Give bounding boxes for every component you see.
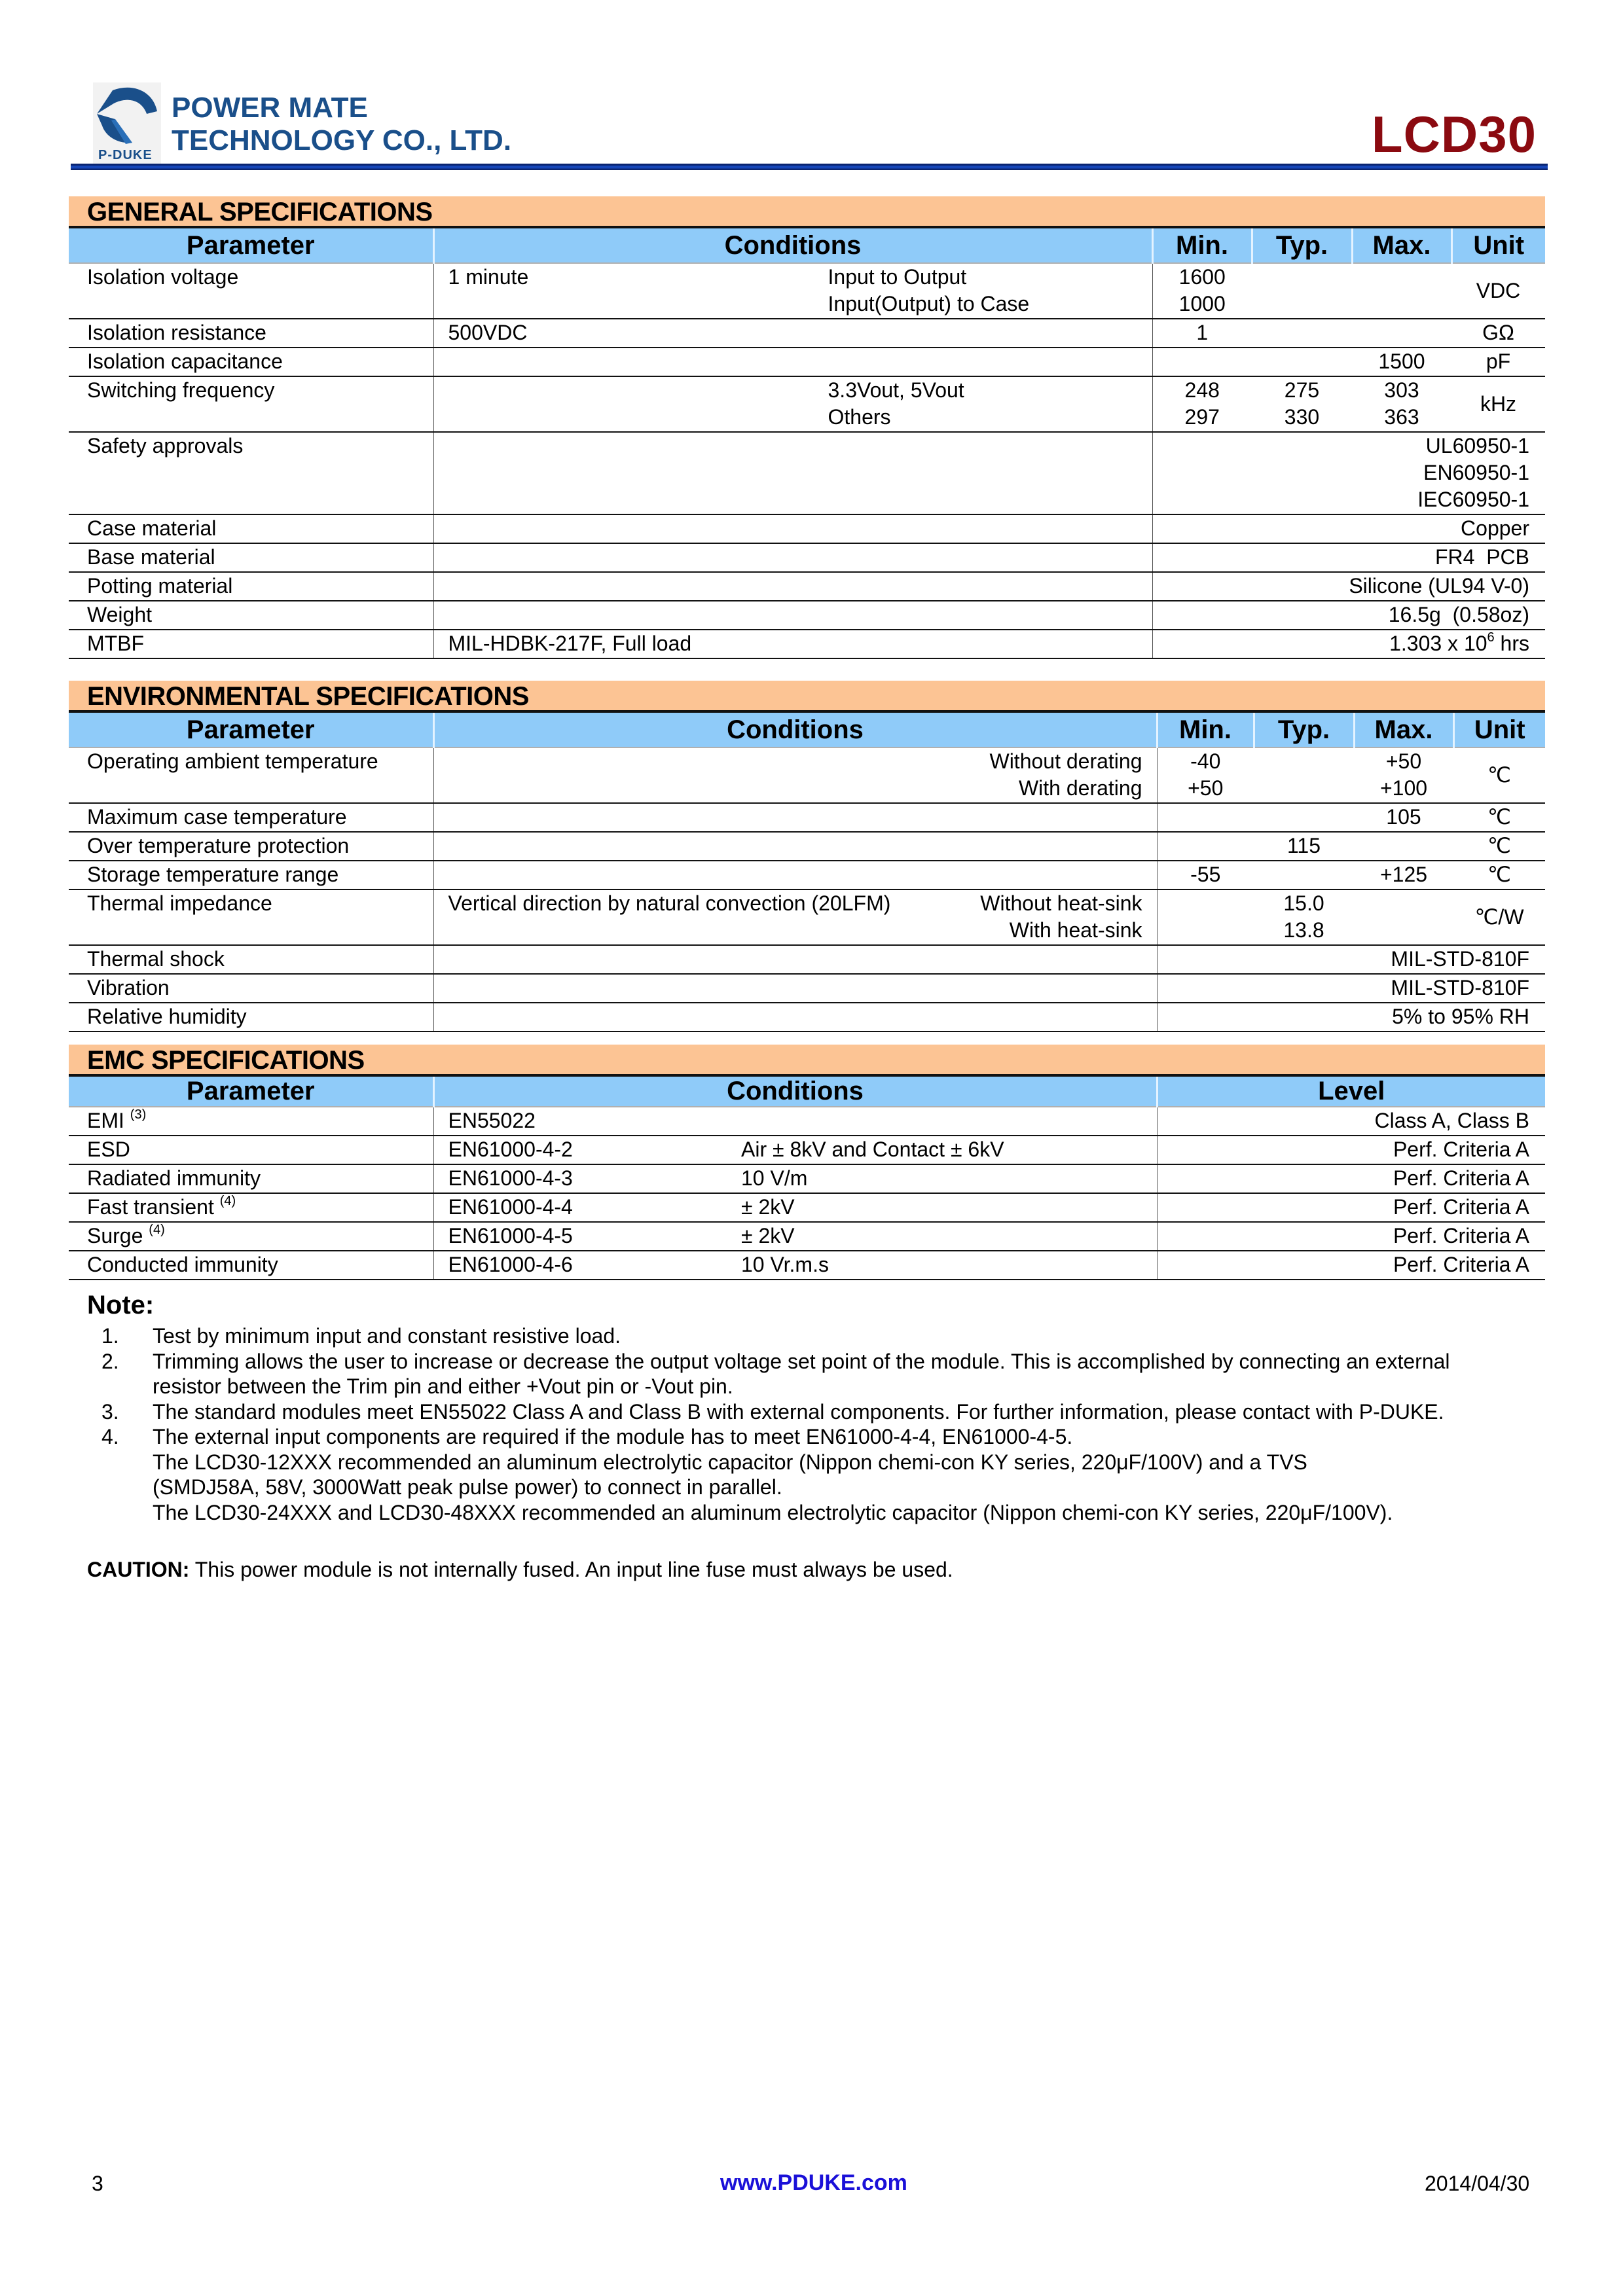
unit-cell: GΩ xyxy=(1451,319,1545,348)
conditions-cell xyxy=(433,601,1152,630)
environmental-specifications-section xyxy=(69,681,1545,1032)
table-row xyxy=(69,889,1545,945)
max-cell xyxy=(1354,747,1453,803)
standard-cell: EN55022 xyxy=(433,1107,741,1136)
value-cell: FR4 PCB xyxy=(1152,543,1545,572)
conditions-cell xyxy=(433,543,1152,572)
standard-cell: EN61000-4-3 xyxy=(433,1164,741,1193)
max-value: +100 xyxy=(1379,776,1428,800)
conditions-cell xyxy=(433,376,1152,432)
param-cell: Storage temperature range xyxy=(69,861,433,889)
section-title: GENERAL SPECIFICATIONS xyxy=(69,196,1545,228)
note-line: Trimming allows the user to increase or decrease the output voltage set point of the module. This is accomplished by connecting an external xyxy=(153,1349,1450,1373)
note-item xyxy=(87,1399,1554,1425)
table-row xyxy=(69,1107,1545,1136)
max-cell xyxy=(1354,889,1453,945)
param-cell xyxy=(69,1251,433,1280)
table-header-row xyxy=(69,713,1545,747)
note-item xyxy=(87,1323,1554,1349)
level-cell: Perf. Criteria A xyxy=(1157,1222,1545,1251)
conditions-cell xyxy=(433,861,1157,889)
unit-cell: kHz xyxy=(1451,376,1545,432)
value-cell xyxy=(1152,630,1545,658)
mtbf-unit: hrs xyxy=(1494,632,1529,655)
conditions-cell: MIL-HDBK-217F, Full load xyxy=(433,630,1152,658)
column-header: Conditions xyxy=(433,228,1152,263)
condition-line: Without derating xyxy=(989,749,1142,773)
level-cell: Perf. Criteria A xyxy=(1157,1136,1545,1164)
min-value: 297 xyxy=(1184,405,1220,429)
condition-left xyxy=(448,377,828,431)
note-line: resistor between the Trim pin and either +Vout pin or -Vout pin. xyxy=(153,1374,733,1398)
note-line: The external input components are required if the module has to meet EN61000-4-4, EN61000-4-5. xyxy=(153,1425,1073,1448)
table-row xyxy=(69,861,1545,889)
conditions-cell: ± 2kV xyxy=(741,1222,1157,1251)
pduke-bird-logo-icon xyxy=(93,85,161,148)
table-row xyxy=(69,1003,1545,1031)
column-header: Level xyxy=(1157,1077,1545,1107)
param-cell: Operating ambient temperature xyxy=(69,747,433,803)
emc-specifications-section xyxy=(69,1045,1545,1280)
min-cell xyxy=(1157,832,1254,861)
condition-line: Others xyxy=(828,405,891,429)
level-cell: Class A, Class B xyxy=(1157,1107,1545,1136)
param-cell: Vibration xyxy=(69,974,433,1003)
document-date: 2014/04/30 xyxy=(1425,2172,1530,2195)
note-number: 1. xyxy=(101,1324,119,1348)
condition-line: Input(Output) to Case xyxy=(828,292,1030,315)
column-header: Conditions xyxy=(433,1077,1157,1107)
company-name-line1: POWER MATE xyxy=(172,92,368,124)
value-cell: Copper xyxy=(1152,514,1545,543)
level-cell: Perf. Criteria A xyxy=(1157,1251,1545,1280)
notes-title: Note: xyxy=(87,1291,155,1319)
max-cell: 1500 xyxy=(1352,348,1451,376)
conditions-cell xyxy=(741,1107,1157,1136)
note-number: 3. xyxy=(101,1399,119,1424)
conditions-cell xyxy=(433,974,1157,1003)
unit-cell: VDC xyxy=(1451,263,1545,319)
max-cell xyxy=(1352,319,1451,348)
param-cell: Isolation resistance xyxy=(69,319,433,348)
note-line: The standard modules meet EN55022 Class A and Class B with external components. For further information, please contact with P-DUKE. xyxy=(153,1399,1444,1424)
conditions-cell xyxy=(433,348,1152,376)
param-cell: Case material xyxy=(69,514,433,543)
note-text xyxy=(153,1349,1554,1399)
max-value: +50 xyxy=(1385,749,1422,773)
value-cell: MIL-STD-810F xyxy=(1157,974,1545,1003)
param-label: Conducted immunity xyxy=(87,1253,278,1276)
column-header: Parameter xyxy=(69,1077,433,1107)
table-row xyxy=(69,601,1545,630)
param-cell: Switching frequency xyxy=(69,376,433,432)
min-cell xyxy=(1152,348,1252,376)
environmental-specs-table xyxy=(69,713,1545,1032)
unit-cell: ℃ xyxy=(1453,861,1545,889)
note-line: Test by minimum input and constant resistive load. xyxy=(153,1324,621,1348)
standard-cell: EN61000-4-5 xyxy=(433,1222,741,1251)
table-header-row xyxy=(69,228,1545,263)
level-cell: Perf. Criteria A xyxy=(1157,1193,1545,1222)
max-cell: 105 xyxy=(1354,803,1453,832)
table-row xyxy=(69,376,1545,432)
table-row xyxy=(69,945,1545,974)
typ-cell xyxy=(1254,803,1354,832)
standard-cell: EN61000-4-2 xyxy=(433,1136,741,1164)
conditions-cell xyxy=(433,572,1152,601)
column-header: Typ. xyxy=(1254,713,1354,747)
value-cell xyxy=(1152,432,1545,514)
conditions-cell xyxy=(433,1003,1157,1031)
mtbf-exponent: 6 xyxy=(1487,630,1495,645)
param-cell xyxy=(69,1164,433,1193)
table-row xyxy=(69,348,1545,376)
param-cell xyxy=(69,1193,433,1222)
param-cell: Over temperature protection xyxy=(69,832,433,861)
min-cell xyxy=(1157,747,1254,803)
min-value: -40 xyxy=(1190,749,1221,773)
param-cell: Thermal impedance xyxy=(69,889,433,945)
note-text xyxy=(153,1424,1554,1525)
caution-label: CAUTION: xyxy=(87,1558,190,1581)
table-row xyxy=(69,832,1545,861)
typ-cell xyxy=(1252,319,1352,348)
footnote-ref: (3) xyxy=(130,1107,147,1122)
table-row xyxy=(69,572,1545,601)
min-cell: 1 xyxy=(1152,319,1252,348)
conditions-cell xyxy=(433,832,1157,861)
conditions-cell xyxy=(433,432,1152,514)
typ-cell: 115 xyxy=(1254,832,1354,861)
condition-line: Without heat-sink xyxy=(980,891,1142,915)
level-cell: Perf. Criteria A xyxy=(1157,1164,1545,1193)
unit-cell: pF xyxy=(1451,348,1545,376)
table-row xyxy=(69,747,1545,803)
conditions-cell: 10 Vr.m.s xyxy=(741,1251,1157,1280)
section-title: EMC SPECIFICATIONS xyxy=(69,1045,1545,1077)
param-cell xyxy=(69,1107,433,1136)
unit-cell: ℃ xyxy=(1453,747,1545,803)
note-text xyxy=(153,1323,1554,1349)
note-number: 2. xyxy=(101,1349,119,1373)
conditions-cell: Air ± 8kV and Contact ± 6kV xyxy=(741,1136,1157,1164)
param-cell: Potting material xyxy=(69,572,433,601)
condition-line: Input to Output xyxy=(828,265,967,289)
note-line: (SMDJ58A, 58V, 3000Watt peak pulse power) to connect in parallel. xyxy=(153,1475,782,1499)
min-value: 1000 xyxy=(1178,292,1226,315)
condition-left: 1 minute xyxy=(448,265,529,289)
param-cell: Base material xyxy=(69,543,433,572)
conditions-cell xyxy=(433,945,1157,974)
company-name-line2: TECHNOLOGY CO., LTD. xyxy=(172,124,512,156)
typ-value: 330 xyxy=(1284,405,1320,429)
param-cell: Thermal shock xyxy=(69,945,433,974)
max-cell xyxy=(1352,376,1451,432)
caution-statement xyxy=(87,1558,953,1582)
param-label: Surge xyxy=(87,1224,143,1247)
note-item xyxy=(87,1424,1554,1525)
caution-text: This power module is not internally fused. An input line fuse must always be used. xyxy=(189,1558,953,1581)
param-label: EMI xyxy=(87,1109,124,1132)
value-cell: Silicone (UL94 V-0) xyxy=(1152,572,1545,601)
typ-value: 275 xyxy=(1284,378,1320,402)
min-value: 248 xyxy=(1184,378,1220,402)
section-title: ENVIRONMENTAL SPECIFICATIONS xyxy=(69,681,1545,713)
table-row xyxy=(69,974,1545,1003)
conditions-cell xyxy=(433,803,1157,832)
conditions-cell xyxy=(433,263,1152,319)
footnote-ref: (4) xyxy=(149,1223,165,1237)
note-number: 4. xyxy=(101,1425,119,1448)
column-header: Conditions xyxy=(433,713,1157,747)
page-number: 3 xyxy=(92,2172,103,2195)
table-header-row xyxy=(69,1077,1545,1107)
unit-cell: ℃/W xyxy=(1453,889,1545,945)
param-cell: Maximum case temperature xyxy=(69,803,433,832)
param-cell xyxy=(69,1136,433,1164)
table-row xyxy=(69,1193,1545,1222)
column-header: Min. xyxy=(1152,228,1252,263)
table-row xyxy=(69,319,1545,348)
param-cell: Isolation capacitance xyxy=(69,348,433,376)
param-cell: Isolation voltage xyxy=(69,263,433,319)
typ-cell xyxy=(1254,861,1354,889)
header-rule xyxy=(71,164,1548,170)
table-row xyxy=(69,1251,1545,1280)
max-value: 363 xyxy=(1384,405,1419,429)
general-specs-table xyxy=(69,228,1545,659)
min-cell xyxy=(1157,889,1254,945)
table-row xyxy=(69,1164,1545,1193)
min-cell xyxy=(1157,803,1254,832)
general-specifications-section xyxy=(69,196,1545,659)
value-line: EN60950-1 xyxy=(1423,461,1529,484)
emc-specs-table xyxy=(69,1077,1545,1280)
param-label: Fast transient xyxy=(87,1195,214,1219)
conditions-cell xyxy=(433,889,1157,945)
column-header: Unit xyxy=(1451,228,1545,263)
logo-wordmark: P-DUKE xyxy=(98,148,153,162)
conditions-cell: 500VDC xyxy=(433,319,1152,348)
min-cell: -55 xyxy=(1157,861,1254,889)
value-cell: 5% to 95% RH xyxy=(1157,1003,1545,1031)
min-cell xyxy=(1152,376,1252,432)
typ-cell xyxy=(1252,376,1352,432)
website-link[interactable]: www.PDUKE.com xyxy=(720,2170,907,2195)
mtbf-value: 1.303 x 10 xyxy=(1389,632,1487,655)
max-value: 303 xyxy=(1384,378,1419,402)
note-line: The LCD30-12XXX recommended an aluminum electrolytic capacitor (Nippon chemi-con KY series, 220μF/100V) and a TVS xyxy=(153,1450,1307,1474)
typ-value: 15.0 xyxy=(1283,891,1324,915)
table-row xyxy=(69,1136,1545,1164)
standard-cell: EN61000-4-4 xyxy=(433,1193,741,1222)
typ-cell xyxy=(1254,747,1354,803)
table-row xyxy=(69,543,1545,572)
unit-cell: ℃ xyxy=(1453,803,1545,832)
typ-cell xyxy=(1252,348,1352,376)
note-item xyxy=(87,1349,1554,1399)
max-cell: +125 xyxy=(1354,861,1453,889)
max-cell xyxy=(1352,263,1451,319)
condition-line: 3.3Vout, 5Vout xyxy=(828,378,964,402)
table-row xyxy=(69,514,1545,543)
note-line: The LCD30-24XXX and LCD30-48XXX recommended an aluminum electrolytic capacitor (Nippon chemi-con KY series, 220μF/100V). xyxy=(153,1500,1393,1524)
column-header: Max. xyxy=(1354,713,1453,747)
column-header: Parameter xyxy=(69,228,433,263)
param-label: Radiated immunity xyxy=(87,1166,261,1190)
column-header: Parameter xyxy=(69,713,433,747)
conditions-cell: ± 2kV xyxy=(741,1193,1157,1222)
condition-line: With derating xyxy=(1018,776,1142,800)
param-cell: Weight xyxy=(69,601,433,630)
max-cell xyxy=(1354,832,1453,861)
typ-cell xyxy=(1252,263,1352,319)
table-row xyxy=(69,1222,1545,1251)
table-row xyxy=(69,803,1545,832)
typ-cell xyxy=(1254,889,1354,945)
conditions-cell: 10 V/m xyxy=(741,1164,1157,1193)
value-cell: 16.5g (0.58oz) xyxy=(1152,601,1545,630)
value-line: UL60950-1 xyxy=(1425,434,1529,457)
typ-value: 13.8 xyxy=(1283,918,1324,942)
standard-cell: EN61000-4-6 xyxy=(433,1251,741,1280)
min-cell xyxy=(1152,263,1252,319)
conditions-cell xyxy=(433,747,1157,803)
condition-line: With heat-sink xyxy=(1009,918,1142,942)
notes-list xyxy=(87,1323,1554,1525)
param-label: ESD xyxy=(87,1138,130,1161)
value-line: IEC60950-1 xyxy=(1417,488,1529,511)
param-cell: Safety approvals xyxy=(69,432,433,514)
column-header: Min. xyxy=(1157,713,1254,747)
note-text xyxy=(153,1399,1554,1425)
param-cell xyxy=(69,1222,433,1251)
param-cell: Relative humidity xyxy=(69,1003,433,1031)
column-header: Max. xyxy=(1352,228,1451,263)
conditions-cell xyxy=(433,514,1152,543)
condition-left: Vertical direction by natural convection (20LFM) xyxy=(448,891,891,915)
footnote-ref: (4) xyxy=(219,1194,236,1208)
column-header: Unit xyxy=(1453,713,1545,747)
min-value: 1600 xyxy=(1178,265,1226,289)
unit-cell: ℃ xyxy=(1453,832,1545,861)
table-row xyxy=(69,432,1545,514)
value-cell: MIL-STD-810F xyxy=(1157,945,1545,974)
table-row xyxy=(69,630,1545,658)
column-header: Typ. xyxy=(1252,228,1352,263)
product-title: LCD30 xyxy=(1371,105,1537,163)
company-name xyxy=(172,92,511,157)
min-value: +50 xyxy=(1188,776,1224,800)
param-cell: MTBF xyxy=(69,630,433,658)
table-row xyxy=(69,263,1545,319)
